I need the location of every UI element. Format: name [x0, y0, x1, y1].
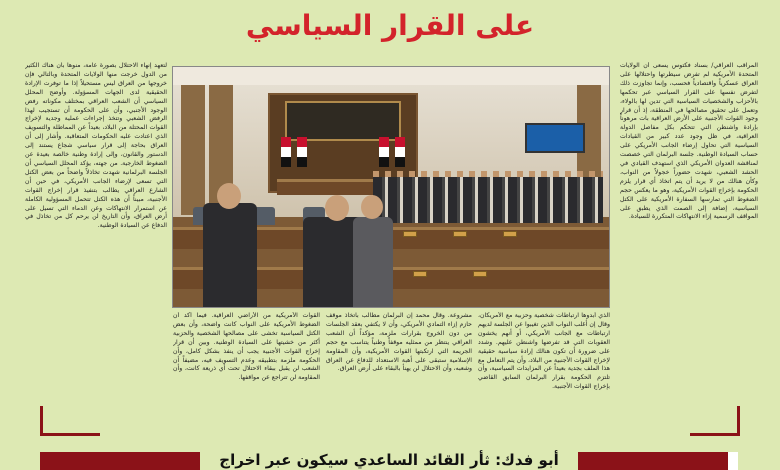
article-column-bottom-1: الذي أبدوها ارتباطات شخصية وحزبية مع الأمريكان، وقال إن أغلب النواب الذين تغيبوا عن الجلسة لديهم ارتباطات مع الجانب الأمريكي، أو أنهم يخشون العقوبات التي قد تفرضها واشنطن عليهم. وشدد على ضرورة أن تكون هنالك إرادة سياسية حقيقية لإخراج القوات الأجنبية من البلاد، وأن يتم التعامل مع هذا الملف بجدية بعيداً عن المزايدات السياسية، وأن تلتزم الحكومة بقرار البرلمان السابق القاضي بإخراج القوات الأجنبية.: [478, 312, 610, 391]
article-column-bottom-3: القوات الأمريكية من الأراضي العراقية. فيما أكد أن الضغوط الأمريكية على النواب كانت واضحة، وأن بعض الكتل السياسية تخشى على مصالحها الشخصية والحزبية أكثر من خشيتها على السيادة الوطنية. وبين أن قرار إخراج القوات الأجنبية يجب أن ينفذ بشكل كامل، وأن الحكومة ملزمة بتطبيقه وعدم التسويف فيه، مضيفاً أن الشعب لن يقبل ببقاء الاحتلال تحت أي ذريعة كانت، وأن المقاومة لن تتراجع عن مواقفها.: [173, 312, 320, 382]
headline: على القرار السياسي: [245, 9, 535, 42]
wood-panel: [181, 85, 205, 215]
photo-ceiling: [173, 67, 609, 85]
decorative-red-bar: [578, 452, 738, 470]
iraqi-flag-icon: [281, 137, 291, 167]
decorative-corner: [690, 406, 740, 436]
next-headline: أبو فدك: ثأر القائد الساعدي سيكون عبر اخراج: [219, 451, 559, 469]
name-sign: [413, 271, 427, 277]
name-sign: [503, 231, 517, 237]
article-column-right: المراقب العراقي/ بسناد فكتوس يسعى أن الولايات المتحدة الأمريكية لم تفرض سيطرتها واحتلالها على العراق عسكرياً واقتصادياً فحسب، وإنما تجاوزت ذلك لتفرض نفسها على القرار السياسي عبر تحكمها بالأحزاب والشخصيات السياسية التي تدين لها بالولاء، وتعمل على تحقيق مصالحها في المنطقة، إذ أن قرار وجود القوات الأجنبية على الأرض العراقية بات مرهوناً بإرادة واشنطن التي تتحكم بكل مفاصل الدولة العراقية، في ظل وجود عدد كبير من القيادات السياسية التي تحاول إرضاء الجانب الأمريكي على حساب السيادة الوطنية. جلسة البرلمان التي خصصت لمناقشة العدوان الأمريكي الذي استهدف القيادي في الحشد الشعبي، شهدت حضوراً خجولاً من النواب، وكأن هنالك من لا يريد أن يتم اتخاذ أي قرار يلزم الحكومة بإخراج القوات الأمريكية، وهو ما يعكس حجم الضغوط التي تمارسها السفارة الأمريكية على الكتل السياسية، إضافة إلى الصمت الذي يطبق على المواقف الرسمية إزاء الانتهاكات المتكررة للسيادة.: [620, 62, 758, 221]
article-column-bottom-2: مشروعة. وقال محمد إن البرلمان مطالب باتخاذ موقف حازم إزاء التمادي الأمريكي، وأن لا يكتفي بعقد الجلسات من دون الخروج بقرارات ملزمة، مؤكداً أن الشعب العراقي ينتظر من ممثليه موقفاً وطنياً يتناسب مع حجم الجريمة التي ارتكبتها القوات الأمريكية، وأن المقاومة الإسلامية ستبقى على أهبة الاستعداد للدفاع عن العراق وشعبه، وأن الاحتلال لن يهنأ بالبقاء على أرض العراق.: [326, 312, 472, 373]
parliament-session-photo: [172, 66, 610, 308]
name-sign: [403, 231, 417, 237]
article-column-left: لتعهد إنهاء الاحتلال بصورة عامة، منوهاً بأن هناك الكثير من الدول خرجت منها الولايات المتحدة وبالتالي فإن خروجها من العراق ليس مستحيلاً إذا ما توفرت الإرادة الحقيقية لدى الجهات المسؤولة. وأوضح المحلل السياسي أن الشعب العراقي بمختلف مكوناته رفض الوجود الأجنبي، وأن على الحكومة أن تستجيب لهذا الرفض الشعبي وتتخذ إجراءات عملية وجدية لإخراج القوات المحتلة من البلاد، بعيداً عن المماطلة والتسويف الذي اعتادت عليه الحكومات المتعاقبة. وأشار إلى أن العراق بحاجة إلى قرار سياسي شجاع يستند إلى الدستور والقانون، وإلى إرادة وطنية خالصة بعيدة عن الضغوط الخارجية. من جهته، يؤكد المحلل السياسي أن الجلسة البرلمانية شهدت تخاذلاً واضحاً من بعض الكتل التي تسعى لإرضاء الجانب الأمريكي، في حين أن الشارع العراقي يطالب بتنفيذ قرار إخراج القوات الأجنبية، مبيناً أن هذه الكتل تتحمل المسؤولية الكاملة عن استمرار الانتهاكات وعن الدماء التي تسيل على أرض العراق، وأن التاريخ لن يرحم كل من تخاذل في الدفاع عن السيادة الوطنية.: [25, 62, 167, 230]
inscription-plaque: [285, 101, 401, 141]
iraqi-flag-icon: [379, 137, 389, 167]
name-sign: [473, 271, 487, 277]
decorative-corner: [40, 406, 100, 436]
deputy-head: [217, 183, 241, 209]
deputy-standing: [203, 203, 257, 308]
standing-deputies: [373, 177, 603, 223]
iraqi-flag-icon: [297, 137, 307, 167]
deputy-head: [325, 195, 349, 221]
name-sign: [453, 231, 467, 237]
deputy-standing: [353, 217, 393, 308]
decorative-red-bar: [40, 452, 200, 470]
display-screen: [525, 123, 585, 153]
deputy-head: [361, 195, 383, 219]
iraqi-flag-icon: [395, 137, 405, 167]
